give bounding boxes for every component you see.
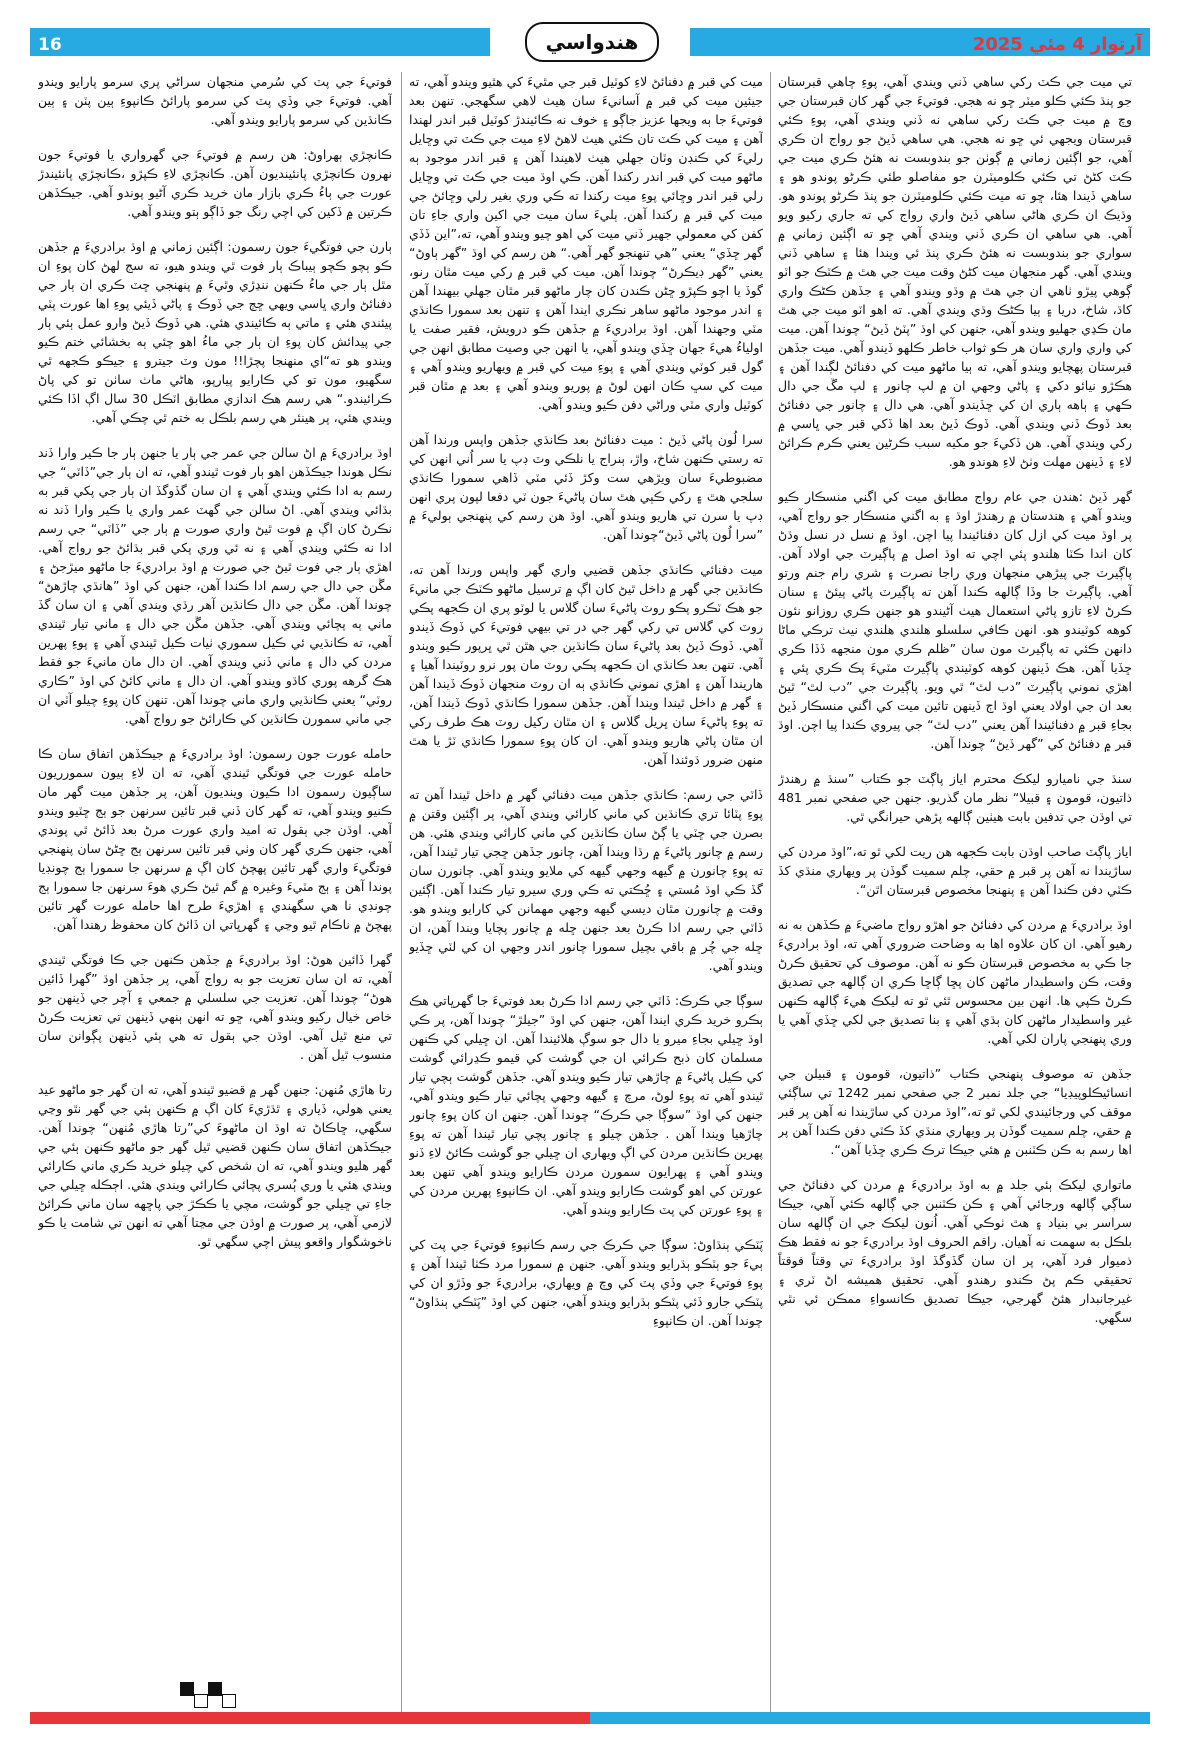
- column-divider: [401, 72, 402, 1712]
- article-column-3: [38, 72, 392, 1702]
- paragraph: گهر ڏيڻ :هندن جي عام رواج مطابق ميت کي اگني منسڪار ڪيو ويندو آهي ۽ هندستان ۾ رهندڙ اوڌ ۽ به اگني منسڪار جو رواج آهي، پر اوڌ ميت کي ازل کان دفنائيندا پيا اچن. اوڌ ۾ نسل در نسل وڌڻ کان اندا ڪٽا هلندو پئي اچي ته اوڌ اصل ۾ پاڳيرٽ جي اولاد آهن. پاڳيرٽ جي پيڙهي منجهان وري راجا نصرت ۽ شري رام جنم ورتو آهي. پاڳيرٽ جا وڏا ڳالهه ڪندا آهن ته پاڳيرٽ پاڻي پيئڻ ۽ سنان ڪرڻ لاءِ تازو پاڻي استعمال هيٺ آڻيندو هو جنهن ڪري روزانو نئون کوهه کوٽيندو هو. انهن ڪافي سلسلو هلندي هلندي نيٺ ترڪي ماڻا دانهن ڪئي ته پاڳيرٽ مون سان ”ظلم ڪري مون منجهه ڏڏا ڪري ڇڏيا آهن. هڪ ڏينهن کوهه کوٽيندي پاڳيرٽ مٽيءَ پڪ ڪري پئي ۽ اهڙي نموني پاڳيرٽ ”دب لٿ“ ٿي ويو. پاڳيرٽ جي ”دب لٿ“ ٿيڻ بعد ان جي اولاد يعني اوڌ اڄ ڏينهن تائين ميت کي اگني منسڪار ڏيڻ بجاءِ قبر ۾ دفنائيندا آهن يعني ”دب لٿ“ جي پيروي ڪندا پيا اچن. اوڌ قبر ۾ دفنائڻ کي ”گهر ڏيڻ“ چوندا آهن.: [778, 489, 1132, 751]
- article-column-1: [778, 72, 1132, 1702]
- newspaper-masthead: هندواسي: [525, 22, 659, 62]
- footer-bar-red: [30, 1712, 590, 1724]
- paragraph: اياز پاڳٽ صاحب اوڌن بابت ڪجهه هن ريت لکي ٿو ته،”اوڌ مردن کي ساڙيندا نه آهن پر قبر ۾ حقي، چلم سميت گوڏن پر ويهاري منڌي کڏ ڪٽي دفن ڪندا آهن ۽ پنهنجا مخصوص قبرستان اٿن“.: [778, 844, 1132, 897]
- paragraph: سوڳا جي ڪرڪ: ڏاٽي جي رسم ادا ڪرڻ بعد فوتيءَ جا گهرڀاتي هڪ ٻڪرو خريد ڪري ايندا آهن، جنهن کي اوڌ ”جيلڙ“ چوندا آهن، پر ڪي اوڌ ڇيلي بجاءِ ميرو يا دال جو سوڳ هلائيندا آهن. ان ڇيلي کي ڪنهن مسلمان کان ذبح ڪرائي ان جي گوشت کي قيمو ڪڍرائي گوشت کي ڪيل پاڻيءَ ۾ چاڙهي تيار ڪيو ويندو آهي. جڏهن گوشت ٻچي تيار ٿيندو آهي ته پوءِ لوڻ، مرچ ۽ گيهه وجهي پچائي تيار ڪيو ويندو آهي، جنهن کي اوڌ ”سوڳا جي ڪرڪ“ چوندا آهن. جنهن ان کان پوءِ چانور چاڙهيا ويندا آهن . جڏهن چيلو ۽ چانور پچي تيار ٿيندا آهن ته پوءِ پهرين ڪانڌين مردن کي اڳ ويهاري ان ڇيلي جو گوشت ڪائڻ لاءِ ڏنو ويندو آهي ۽ پهرايون سمورن مردن ڪارايو ويندو آهي تنهن بعد عورتن کي اهو گوشت ڪارايو ويندو آهي. ان ڪانپوءِ پهرين مردن کي ۽ پوءِ عورتن کي پٽ ڪارايو ويندو آهي.: [409, 993, 763, 1217]
- paragraph: اوڌ برادريءَ ۾ مردن کي دفنائڻ جو اهڙو رواج ماضيءَ ۾ ڪڏهن به نه رهيو آهي. ان کان علاوه اها به وضاحت ضروري آهي ته، اوڌ برادريءَ جا ڪي به مخصوص قبرستان ڪو نه آهن. موصوف کي تحقيق ڪرڻ وقت، ڪن واسطيدار ماڻهن کان پڇا ڳاڇا ڪري ان ڳالهه جي تصديق ڪرڻ ڪپي ها. انهن بين محسوس ٿئي ٿو ته ليکڪ هيءَ ڳالهه ڪنهن غير واسطيدار ماڻهن کان ٻڌي آهي ۽ بنا تصديق جي لکي ڇڏي آهي يا وري پنهنجي پاران لکي آهي.: [778, 917, 1132, 1046]
- paragraph: گهرا ڏائين هوڻ: اوڌ برادريءَ ۾ جڏهن ڪنهن جي ڪا فوتگي ٿيندي آهي، ته ان سان تعزيت جو به رواج آهي، پر جڏهن اوڌ ”گهرا ڏائين هوڻ“ چوندا آهن. تعزيت جي سلسلي ۾ جمعي ۽ آچر جي ڏينهن جو خاص خيال رکيو ويندو آهي، ڇو ته انهن ٻنهي ڏينهن تي تعزيت ڪرڻ تي منع ٿيل آهي. اوڌن جي ٻقول ته هي ٻئي ڏينهن پڳوانن سان منسوب ٿيل آهن .: [38, 952, 392, 1062]
- paragraph: ماتواري ليکڪ ٻئي جلد ۾ به اوڌ برادريءَ ۾ مردن کي دفنائڻ جي ساڳي ڳالهه ورجائي آهي ۽ ڪن ڪٽنبن جي ڳالهه ڪئي آهي، جيڪا سراسر بي بنياد ۽ هٿ ٺوڪي آهي. اُنون ليکڪ جي ان ڳالهه سان بلڪل به سهمت نه آهيان. راقم الحروف اوڌ برادريءَ جو نه فقط هڪ ذميوار فرد آهي، پر ان سان گڏوگڏ اوڌ برادريءَ تي وقتاً فوقتاً تحقيقي ڪم پڻ ڪندو رهندو آهي. تحقيق هميشه اڻ ٽري ۽ غيرجانبدار هئڻ گهرجي، جيڪا تصديق ڪانسواءِ ممڪن ئي نٿي سگهي.: [778, 1177, 1132, 1325]
- paragraph: پَٽڪي ٻنڌاوڻ: سوڳا جي ڪرڪ جي رسم ڪانپوءِ فوتيءَ جي پٽ کي ٻيءَ جو ٻٽڪو ٻڌرايو ويندو آهي. جنهن ۾ سمورا مرد ڪٺا ٿيندا آهن ۽ پوءِ فوتيءَ جي وڏي پٽ کي وچ ۾ ويهاري، برادريءَ جو وڏڙو ان کي پٽڪي جارو ڏئي پٽڪو ٻڌرايو ويندو آهي، جنهن کي اوڌ ”پَٽڪي ٻنڌاوڻ“ چوندا آهن. ان ڪانپوءِ: [409, 1237, 763, 1328]
- paragraph: تي ميت جي ڪٽ رکي ساهي ڏني ويندي آهي، پوءِ چاهي قبرستان جو پنڌ ڪئي ڪلو ميٽر ڇو نه هجي. فوتيءَ جي گهر کان قبرستان جي وچ ۾ ميت جي ڪٽ رکي ساهي نه ڏني ويندي آهي، پوءِ ڪئي قبرستان ويجهي ئي ڇو نه هجي. هي ساهي ڏيڻ جو رواج ان ڪري آهي، جو اڳئين زماني ۾ ڳوٺن جو بندوبست نه هئڻ ڪري ميت جي ڪٽ کڻڻ تي ڪئي ڪلوميٽرن جو مفاصلو طئي ڪرڻو پوندو هو ۽ ساهي ڏيندا هئا، ڇو ته ميت ڪئي ڪلوميٽرن جو پنڌ ڪرڻو پوندو هو. وڌيڪ ان ڪري هاڻي ساهي ڏيڻ واري رواج کي ته جاري رکيو ويو آهي. هي ساهي ان ڪري ڏني ويندي آهي ڇو ته اڳئين زماني ۾ سواري جو بندوبست نه هئڻ ڪري پنڌ ئي ويندا هئا ۽ ساهي ڏني ويندي آهي. گهر منجهان ميت کڻڻ وقت ميت جي هٿ ۾ ڪٽڪ جو اٽو ڳوهي پيڙو ٺاهي ان جي هٿ ۾ وڌو ويندو آهي ۽ جڏهن ڪڻڪ واري کاڌ، شاخ، دريا ۽ ٻيا ڪڻڪ وڌي ويندي آهي. ته اهو اٽو ميت جي هٿ مان ڪڍي جهليو ويندو آهي، جنهن کي اوڌ ”پٽڻ ڏيڻ“ چوندا آهن. ميت کي واري واري سان هر ڪو ثواب خاطر ڪلهو ڏيندو آهي. ميت جڏهن قبرستان پهچايو ويندو آهي، ته ٻيا ماڻهو ميت کي دفنائڻ لڳندا آهن ۽ هڪڙو نيائو دکي ۽ پاڻي وجهي ان ۾ لپ چانور ۽ لپ مڱ جي دال ڪهي ۽ ٻاهه ٻاري ان کي ڇڏيندو آهي. هي دال ۽ چانور جي دفنائڻ بعد ڏوڪ ڏني ويندي آهي. ڏوڪ ڏيڻ بعد اها ڏکي قبر جي ڀاسي ۾ رکي ويندي آهي. هن ڏکيءَ جو مکيه سبب ڪرڻين يعني ڪرم ڪرائڻ لاءِ ۽ ڏينهن مهلت وٺڻ لاءِ هوندو هو.: [778, 74, 1132, 469]
- paragraph: ڏاٽي جي رسم: ڪانڌي جڏهن ميت دفنائي گهر ۾ داخل ٿيندا آهن ته پوءِ پٽائا تري ڪانڌين کي ماني کارائي ويندي آهي، پر اڳئين وقتن ۾ بصرن جي ڇٽي يا ڳڻ سان ڪانڌين کي ماني کارائي ويندي هئي. هن رسم ۾ چانور پاڻيءَ ۾ رڌا ويندا آهن، چانور جڏهن ڇجي تيار ٿيندا آهن، ته پوءِ چانورن ۾ گيهه وجهي گيهه کي ملايو ويندو آهي. چانورن سان گڏ ڪي اوڌ مُستي ۽ ڇُڪتي ته ڪي وري سيرو تيار ڪندا آهن. اڳئين وقت ۾ چانورن مٿان ديسي گيهه وجهي مهمانن کي کارايو ويندو هو. ڏاٽي جي رسم ادا ڪرڻ بعد جنهن ڇله ۾ چانور پچايا ويندا آهن، ان ڇله جي چُر ۾ باقي بچيل سمورا چانور اندر وجهي ان کي لٽي ڇڏيو ويندو آهي.: [409, 787, 763, 973]
- article-column-2: [409, 72, 763, 1702]
- paragraph: سرا لُون پاڻي ڏيڻ : ميت دفنائڻ بعد ڪانڌي جڏهن واپس ورندا آهن ته رستي ڪنهن شاخ، واڙ، ٻنراج يا نلڪي وٽ ڊپ يا سر اُني انهن کي مضبوطيءَ سان ويڙهي ست وکڙ ڏئي مٽي ڏاهي سمورا ڪانڌي سلجي هٿ ۽ رکي ڪٻي هٿ سان پاڻيءَ جون ٽي دفعا لپون پري انهن ڊپ يا سرن تي هاريو ويندو آهي. اوڌ هن رسم کي پنهنجي ٻوليءَ ۾ ”سرا لُون پاڻي ڏيڻ“چوندا آهن.: [409, 432, 763, 542]
- header-bar-right: [690, 28, 1150, 56]
- paragraph: رتا هاڙي مُنهن: جنهن گهر ۾ قضيو ٿيندو آهي، ته ان گهر جو ماڻهو عيد يعني هولي، ڏياري ۽ ٿڌڙيءَ کان اڳ ۾ ڪنهن ٻئي جي گهر نٿو وڃي سگهي، ڇاڪاڻ ته اوڌ ان ماڻهوءَ کي”رتا هاڙي مُنهن“ چوندا آهن. جيڪڏهن اتفاق سان ڪنهن قضيي ٿيل گهر جو ماڻهو ڪنهن ٻئي جي گهر هليو ويندو آهي، ته ان شخص کي چيلو خريد ڪري ماني ڪارائي ويندي هئي يا وري ٻُسري پچائي ڪارائي ويندي هئي. اڄڪله ڇيلي جي جاءِ تي ڇيلي جو گوشت، مچي يا ڪڪڙ جي پاڇهه سان ماني ڪرائڻ لازمي آهي، پر صورت ۾ اوڌن جي مڃتا آهي ته انهن تي شامت يا ڪو ناخوشگوار واقعو پيش اچي سگهي ٿو.: [38, 1082, 392, 1249]
- paragraph: سنڌ جي ناميارو ليکڪ محترم اياز پاڳٽ جو ڪتاب ”سنڌ ۾ رهندڙ ذاتيون، قومون ۽ قبيلا“ نظر مان گذريو. جنهن جي صفحي نمبر 481 تي اوڌن جي تدفين بابت هيٺين ڳالهه پڙهي حيرانگي ٿي.: [778, 771, 1132, 824]
- issue-date: آرتوار 4 مئي 2025: [972, 34, 1142, 55]
- column-divider: [770, 72, 771, 1712]
- paragraph: ميت دفنائي ڪانڌي جڏهن قضيي واري گهر واپس ورندا آهن ته، ڪانڌين جي گهر ۾ داخل ٿيڻ کان اڳ ۾ ترسيل ماڻهو ڪٽڪ جي مانيءَ جو هڪ ٽڪرو پڪو روٽ پاڻيءَ سان گلاس يا لوٽو پري ان ڪجهه پڪي روٽ کي گلاس تي رکي گهر جي در تي بيهي فوتيءَ کي ڏوڪ ڏيندو آهي. ڏوڪ ڏيڻ بعد پاڻيءَ سان ڪانڌين جي هٿن ٿي ڀرپور ڪيو ويندو آهي. تنهن بعد ڪانڌي ان ڪجهه پڪي روٽ مان پور نرو روٽيندا آهيا ۽ هاريندا آهن ۽ اهڙي نموني ڪانڌي ٻه ان روٽ منجهان ڏوڪ ڏيندا آهن ۽ گهر ۾ داخل ٿيندا ويندا آهن. جڏهن سمورا ڪانڌي ڏوڪ ڏيندا آهن، ته پوءِ پاڻيءَ سان ڀريل گلاس ۽ ان مٿان رکيل روٽ هڪ طرف رکي ان مٿان پاڻي هاريو ويندو آهي. ان کان پوءِ سمورا ڪانڌي ٽڙ يا هٿ منهن ضرور ڌوئندا آهن.: [409, 562, 763, 767]
- footer-bar-blue: [590, 1712, 1150, 1724]
- paragraph: ٻارن جي فوتگيءَ جون رسمون: اڳئين زماني ۾ اوڌ برادريءَ ۾ جڏهن ڪو ٻچو ڪچو ٻيباڪ ٻار فوت ٿي ويندو هيو، ته سج لهڻ کان پوءِ ان مٿل ٻار جي ماءُ ڪنهن ننڍڙي وٿيءَ ۾ پنهنجي ڇٽ ڪري ان ٻار جي دفنائڻ واري ڀاسي ويهي ڇڄ جي ڏوڪ ۽ پاڻي ڏيئي پوءِ اها عورت پٽي پيئندي هئي ۽ ماتي ٻه ڪائيندي هئي. هي ڏوڪ ڏيڻ وارو عمل ٻئي ٻار جي پيدائش کان پوءِ ان ٻار جي ماءُ اهو چئي ٻه بخشائي ختم ڪيو ويندو هو ته“اي منهنجا پچڙا!! مون وٽ جيترو ۽ جيڪو ڪجهه ٿي سگهيو، مون تو کي ڪارايو پيارپو، هاڻي ماٺ ساٺن تو کي پاڻ ڪرائيندو.“ هي رسم هڪ اندازي مطابق اٽڪل 30 سال اڳ اڏا ڪئي ويندي هئي، پر هينئر هي رسم بلڪل به ختم ٿي چڪي آهي.: [38, 239, 392, 425]
- page-footer-bar: [30, 1712, 1150, 1724]
- paragraph: ڪانچڙي ٻهراوڻ: هن رسم ۾ فوتيءَ جي گهرواري يا فوتيءَ جون نهرون ڪانچڙي پانئينديون آهن. ڪانچڙي لاءِ ڪپڙو ،ڪانچڙي پانئيندڙ عورت جي ٻاءُ ڪري بازار مان خريد ڪري آڻيو پوندو آهي. جيڪڏهن ڪرتين ۾ ڏکين کي اچي رنگ جو ڏاڳو ٻتو ويندو آهي.: [38, 147, 392, 219]
- article-end-mark-icon: [180, 1682, 236, 1706]
- paragraph: فوتيءَ جي پٽ کي سُرمي منجهان سراڻي پري سرمو پارايو ويندو آهي. فوتيءَ جي وڏي پٽ کي سرمو پارائڻ ڪانپوءِ ٻين پٽن ۽ ٻين ڪانڌين کي سرمو پارايو ويندو آهي.: [38, 74, 392, 127]
- page-header: [30, 22, 1150, 62]
- paragraph: ميت کي قبر ۾ دفنائڻ لاءِ کوٽيل قبر جي مٿيءَ کي هٿيو ويندو آهي، ته جيئين ميت کي قبر ۾ آسانيءَ سان هيٺ لاهي سگهجي. تنهن بعد فوتيءَ جا ٻه ويجها عزيز جاڳو ۽ خوف نه ڪائيندڙ کوٽيل قبر اندر لهندا آهن ۽ ميت کي ڪٽ تان ڪئي هيٺ لاهڻ لاءِ ميت جي ڪٽ تي وڇايل رليءَ کي ڪنڊن وٽان جهلي هيٺ لاهيندا آهن ۽ قبر اندر موجود ٻه ماڻهو ميت کي قبر اندر رکندا آهن. ڪي اوڌ ميت جي ڪٽ تي وڇايل رلي قبر اندر وڇائي پوءِ ميت رکندا ته ڪي وري بغير رلي وڇائڻ جي ميت کي قبر ۾ رکندا آهن. ٻليءَ سان ميت جي اکين واري جاءِ تان کفن کي معمولي جهير ڏني ميت کي اهو چيو ويندو آهي، ته،”اين ڏڏي گهر ڇڏي“ يعني ”هي تنهنجو گهر آهي.“ هن رسم کي اوڌ ”گهر ٻاوڻ“ يعني ”گهر ڊيڪرڻ“ چوندا آهن. ميت کي قبر ۾ رکي ميت مٿان رنو، گوڏ يا اچو ڪپڙو ڇڻن ڪندن کان چار ماڻهو قبر مٿان جهلي بيهندا آهن ۽ اندر موجود ماڻهو ساهر نڪري ايندا آهن ۽ تنهن بعد سمورا ڪانڌي مٽي وجهندا آهن. اوڌ برادريءَ ۾ جڏهن ڪو درويش، فقير صفت يا اولياءُ هيءَ جهان ڇڏي ويندو آهي، يا انهن جي وصيت مطابق انهن جي گول قبر کوٽي ويندي آهي ۽ پوءِ ميت کي قبر ۾ ويهاريو ويندو آهي ۽ ميت کي سڀ ڪان انهن لوڻ ۾ پوريو ويندو آهي ۽ بعد ۾ مٿان قبر کوٽيل واري مٽي وراڻي دفن ڪيو ويندو آهي.: [409, 74, 763, 412]
- paragraph: جڏهن ته موصوف پنهنجي ڪتاب ”ذاتيون، قومون ۽ قبيلن جي انسائيڪلوپيڊيا“ جي جلد نمبر 2 جي صفحي نمبر 1242 تي ساڳئي موقف کي ورجائيندي لکي ٿو ته،”اوڌ مردن کي ساڙيندا نه آهن پر قبر ۾ حقي، چلم سميت گوڏن پر ويهاري منڌي کڏ ڪٽي دفن ڪندا آهن پر اها رسم به ڪن ڪٽنبن ۾ هئي جيڪا ترڪ ڪري ڇڏيا آهن“.: [778, 1066, 1132, 1157]
- paragraph: حامله عورت جون رسمون: اوڌ برادريءَ ۾ جيڪڏهن اتفاق سان ڪا حامله عورت جي فوتگي ٿيندي آهي، ته ان لاءِ ٻيون سمورريون ساڳيون رسمون ادا ڪيون وينديون آهن، پر جڏهن ميت گهر مان ڪنيو ويندو آهي، ته گهر کان ڏني قبر تائين سرنهن جو ٻج ڇٽيو ويندو آهي. اوڌن جي ٻقول ته اميد واري عورت مرڻ بعد ڏائڻ ٿي پوندي آهي، جنهن ڪري گهر کان وٺي قبر تائين سرنهن ٻج ڇڻڻ سان پنهنجي فوتگيءَ واري گهر تائين پهچڻ کان اڳ ۾ سرنهن جا سمورا ٻج چونڊيا پوندا آهن ۽ ٻج مٽيءَ وغيره ۾ گم ٿيڻ ڪري هوءَ سرنهن جا سمورا ٻج چونڊي نا هي سگهندي ۽ اهڙيءَ طرح اها حامله عورت گهر تائين پهچڻ ۾ ناڪام ٿيو وڃي ۽ گهرڀاتي ان ڏائڻ کان محفوظ رهندا آهن.: [38, 746, 392, 932]
- paragraph: اوڌ برادريءَ ۾ اڻ سالن جي عمر جي ٻار يا جنهن ٻار جا ڪير وارا ڏند نڪل هوندا جيڪڏهن اهو ٻار فوت ٿيندو آهي، ته ان ٻار جي”ڏاٽي“ جي رسم به ادا ڪئي ويندي آهي ۽ ان سان گڏوگڏ ان ٻار جي پکي قبر به بڌائي ويندي آهي. اڻ سالن جي گهٽ عمر واري يا ڪير وارا ڏند نه نڪرڻ کان اڳ ۾ فوت ٿيڻ واري صورت ۾ ٻار جي ”ڏاٽي“ جي رسم ادا نه ڪئي ويندي آهي ۽ نه ئي وري پکي قبر بڌائڻ جو رواج آهي. اهڙي ٻار جي فوت ٿيڻ جي صورت ۾ اوڌ برادريءَ جا ماڻهو ميڙجڻ ۽ مڱن جي دال جي رسم ادا ڪندا آهن، جنهن کي اوڌ ”هانڌي چاڙهڻ“ چوندا آهن. مڱن جي دال ڪانڌين آهر رڌي ويندي آهي ۽ ان سان گڏ ماني ٻه پچائي ويندي آهي. جڏهن مڱن جي دال ۽ ماني تيار ٿيندي آهي، ته ڪانڌيي ئي ڪيل سموري ٺيات ڪيل ٿيندي آهي ۽ پوءِ پهرين مردن کي دال ۽ ماني ڏني ويندي آهي. ان دال مان مانيءَ جو فقط هڪ گرهه پوري کاڌو ويندو آهي. ان دال ۽ ماني کائڻ کي اوڌ ”ڪاري روٽي“ يعني ڪانڌيي واري ماني چوندا آهن. تنهن کان پوءِ چيلو آٽي ان جي ماني سمورن ڪانڌين کي ڪارائڻ جو رواج آهي.: [38, 445, 392, 726]
- page-number: 16: [38, 35, 62, 55]
- header-bar-left: [30, 28, 490, 56]
